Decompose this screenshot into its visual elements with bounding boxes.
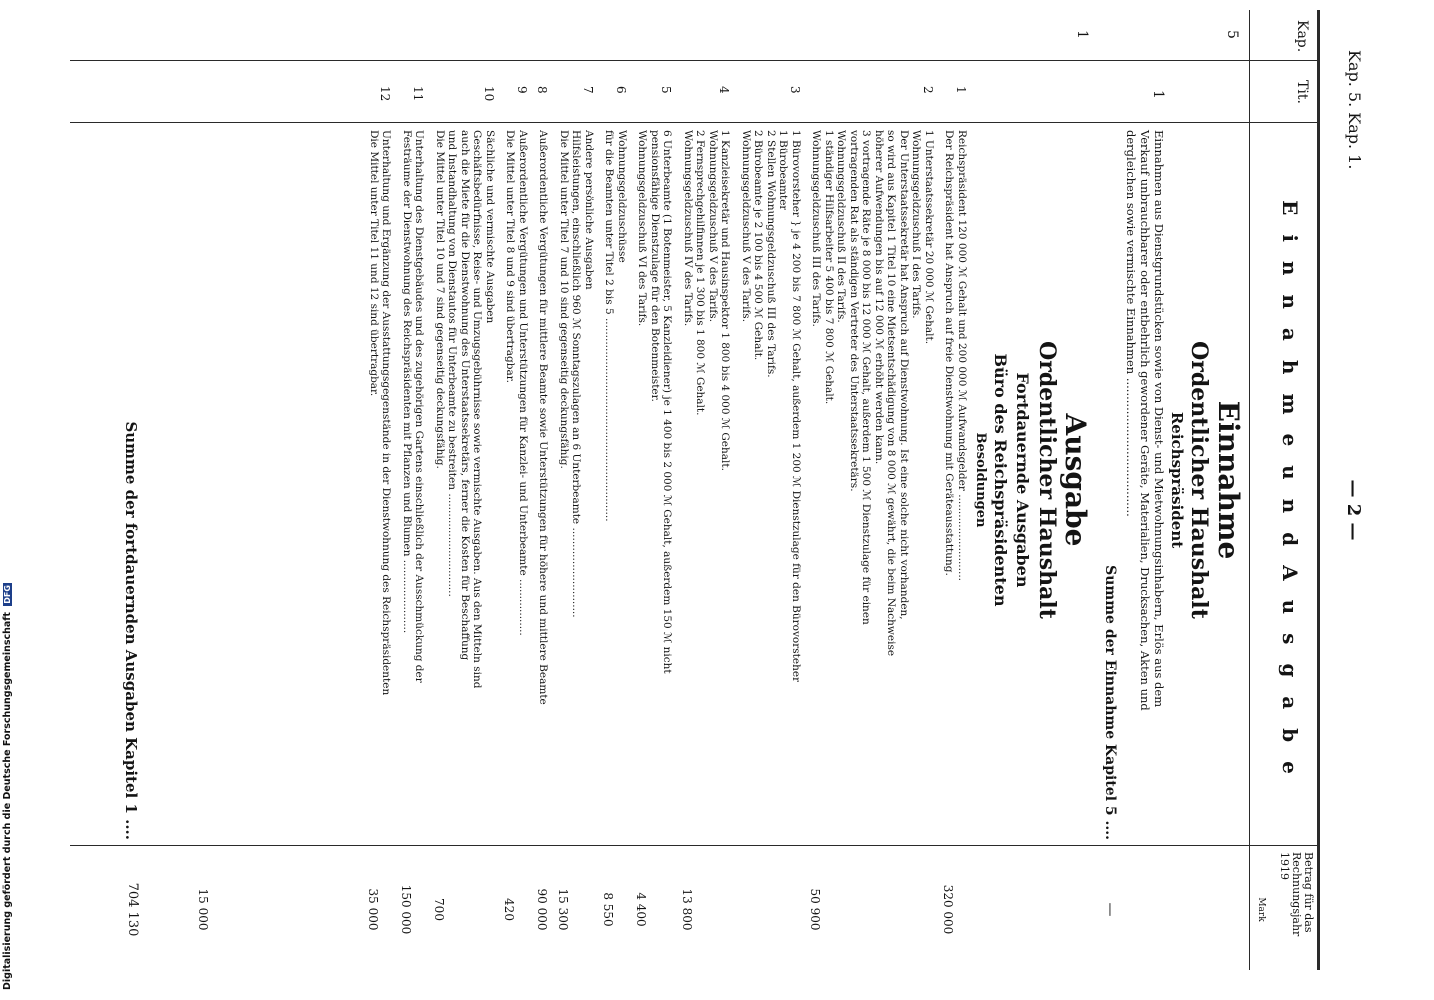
row-amount: 700 [432,898,446,921]
header-rule [1249,10,1250,970]
row-amount: 320 000 [941,884,956,935]
row-line: Reichspräsident 120 000 ℳ Gehalt und 200 000 ℳ Aufwandsgelder .......................... [956,130,968,581]
row-line: und Instandhaltung von Dienstautos für Unterbeamte zu bestreiten ............................... [446,130,459,597]
row-line: 1 ständiger Hilfsarbeiter 5 400 bis 7 800 ℳ Gehalt. [823,130,835,405]
row-line: 2 Bürobeamte je 2 100 bis 4 500 ℳ Gehalt. [752,130,765,361]
row-amount: 50 900 [808,888,823,931]
row-line: Außerordentliche Vergütungen für mittlere Beamte sowie Unterstützungen für höhere und mittlere Beamte [537,130,550,705]
col-betrag-header: Betrag für das Rechnungsjahr 1919 [1278,852,1315,937]
einnahme-sum-value: — [1102,902,1118,917]
row-tit: 2 [921,86,935,94]
row-line: Die Mittel unter Titel 7 und 10 sind gegenseitig deckungsfähig. [558,130,570,469]
row-amount: 420 [502,898,517,921]
ausgabe-sub: Ordentlicher Haushalt [1034,341,1060,619]
row-line: Unterhaltung und Ergänzung der Ausstattungsgegenstände in der Dienstwohnung des Reichspräsidenten [380,130,393,696]
row-line: 1 Kanzleisekretär und Hausinspektor 1 800 bis 4 000 ℳ Gehalt. [719,130,732,471]
row-line: Hilfsleistungen, einschließlich 960 ℳ Sonntagszulagen an 6 Unterbeamte ........................... [570,130,583,618]
row-amount: 8 550 [601,892,616,927]
row-line: Festräume der Dienstwohnung des Reichspräsidenten mit Pflanzen und Blumen ...................... [401,130,413,634]
einnahme-sum-label: Summe der Einnahme Kapitel 5 .... [1102,565,1118,840]
row-line: 1 Bürobeamter [777,130,790,211]
page-title: E i n n a h m e u n d A u s g a b e [1278,200,1302,780]
row-amount: 15 300 [556,888,570,931]
row-line: Wohnungsgeldzuschuß VI des Tarifs. [636,130,649,327]
ausgabe-kap: 1 [1074,30,1090,39]
row-line: vortragenden Rat als ständigen Vertreter des Unterstaatssekretärs. [848,130,860,492]
col-tit-header: Tit. [1294,80,1310,104]
row-tit: 8 [535,86,550,94]
row-line: Wohnungsgeldzuschuß V des Tarifs. [707,130,719,323]
row-tit: 7 [581,86,595,94]
row-line: 3 vortragende Räte je 8 000 bis 12 000 ℳ Gehalt, außerdem 1 500 ℳ Dienstzulage für einen [860,130,873,625]
tit-col-rule [70,122,1320,123]
dfg-logo: DFG [3,585,12,604]
row-line: Die Mittel unter Titel 11 und 12 sind übertragbar. [368,130,380,397]
row-amount: 4 400 [634,892,649,927]
row-line: Unterhaltung des Dienstgebäudes und des zugehörigen Gartens einschließlich der Ausschmückung der [413,130,426,683]
total-label: Summe der fortdauernden Ausgaben Kapitel 1 .... [122,421,140,840]
row-tit: 4 [717,86,732,94]
row-line: höherer Aufwendungen bis auf 12 000 ℳ erhöht werden kann. [873,130,885,465]
amount-col-rule [70,845,1320,846]
extra-amount: 15 000 [196,888,210,931]
row-line: so wird aus Kapitel 1 Titel 10 eine Mietsentschädigung von 8 000 ℳ gewährt, die beim Nachweise [885,130,898,657]
kap-col-rule [70,60,1320,61]
row-line: Wohnungsgeldzuschuß V des Tarifs. [740,130,752,323]
row-line: Wohnungsgeldzuschuß II des Tarifs. [835,130,848,323]
einnahme-line: Verkauf unbrauchbarer oder entbehrlich gewordener Geräte, Materialien, Drucksachen, Akten und [1138,130,1152,711]
row-line: für die Beamten unter Titel 2 bis 5 ............................................................. [603,130,616,522]
footer-note [2,0,16,1000]
footer-text: Digitalisierung gefördert durch die Deutsche Forschungsgemeinschaft [2,612,13,990]
row-line: Die Mittel unter Titel 10 und 7 sind gegenseitig deckungsfähig. [434,130,446,469]
total-value: 704 130 [125,882,140,937]
row-line: Andere persönliche Ausgaben [583,130,595,290]
einnahme-tit: 1 [1150,90,1166,99]
row-tit: 1 [954,86,968,94]
row-tit: 10 [482,86,496,102]
einnahme-sub2: Reichspräsident [1168,411,1186,549]
row-line: 6 Unterbeamte (1 Botenmeister, 5 Kanzleidiener) je 1 400 bis 2 000 ℳ Gehalt, außerdem 150 ℳ nicht [661,130,674,674]
einnahme-kap: 5 [1224,30,1240,39]
row-line: 2 Fernsprechgehilfinnen je 1 300 bis 1 800 ℳ Gehalt. [694,130,707,416]
row-line: 1 Unterstaatssekretär 20 000 ℳ Gehalt. [923,130,935,345]
row-line: Wohnungsgeldzuschüsse [616,130,628,263]
row-line: Wohnungsgeldzuschuß III des Tarifs. [810,130,823,327]
row-line: Wohnungsgeldzuschuß I des Tarifs. [910,130,923,319]
col-kap-header: Kap. [1294,20,1310,53]
row-tit: 6 [614,86,628,94]
ausgabe-sub3: Büro des Reichspräsidenten [991,353,1010,607]
ausgabe-heading: Ausgabe [1059,413,1092,547]
row-line: 2 Stellen Wohnungsgeldzuschuß III des Tarifs. [765,130,777,378]
row-amount: 35 000 [366,888,380,931]
top-rule [1317,10,1320,970]
row-line: 1 Bürovorsteher } je 4 200 bis 7 800 ℳ Gehalt, außerdem 1 200 ℳ Dienstzulage für den Bürovorsteher [790,130,802,683]
einnahme-text [1124,130,1166,711]
row-amount: 13 800 [680,888,694,931]
ausgabe-sub2: Fortdauernde Ausgaben [1013,372,1032,588]
row-line: auch die Miete für die Dienstwohnung des Unterstaatssekretärs, ferner die Kosten für Beschaffung [459,130,471,661]
row-line: Geschäftsbedürfnisse, Reise- und Umzugsgebührnisse sowie vermischte Ausgaben. Aus den Mitteln sind [471,130,484,689]
einnahme-line: Einnahmen aus Dienstgrundstücken sowie von Dienst- und Mietwohnungsinhabern, Erlös aus dem [1152,130,1166,708]
row-tit: 9 [515,86,529,94]
row-tit: 3 [788,86,802,94]
row-amount: 90 000 [535,888,550,931]
row-amount: 150 000 [399,884,413,935]
row-tit: 12 [378,86,393,102]
row-line: Der Unterstaatssekretär hat Anspruch auf Dienstwohnung. Ist eine solche nicht vorhanden, [898,130,910,620]
row-line: Die Mittel unter Titel 8 und 9 sind übertragbar. [504,130,517,383]
row-line: Der Reichspräsident hat Anspruch auf freie Dienstwohnung mit Geräteausstattung. [943,130,956,576]
einnahme-heading: Einnahme [1212,400,1245,560]
row-line: pensionsfähige Dienstzulage für den Botenmeister. [649,130,661,402]
row-tit: 5 [659,86,674,94]
einnahme-line: dergleichen sowie vermischte Einnahmen ...................................... [1124,130,1138,517]
row-line: Wohnungsgeldzuschuß IV des Tarifs. [682,130,694,327]
einnahme-sub: Ordentlicher Haushalt [1186,341,1212,619]
page-number: — 2 — [1343,479,1364,541]
kap-line: Kap. 5. Kap. 1. [1345,50,1364,170]
row-tit: 11 [411,86,426,102]
row-line: Sächliche und vermischte Ausgaben [484,130,496,324]
ausgabe-sub4: Besoldungen [973,432,988,528]
rotated-budget-table [80,10,1364,970]
row-line: Außerordentliche Vergütungen und Unterstützungen für Kanzlei- und Unterbeamte ................. [517,130,529,636]
col-unit-header: Mark [1256,897,1266,922]
